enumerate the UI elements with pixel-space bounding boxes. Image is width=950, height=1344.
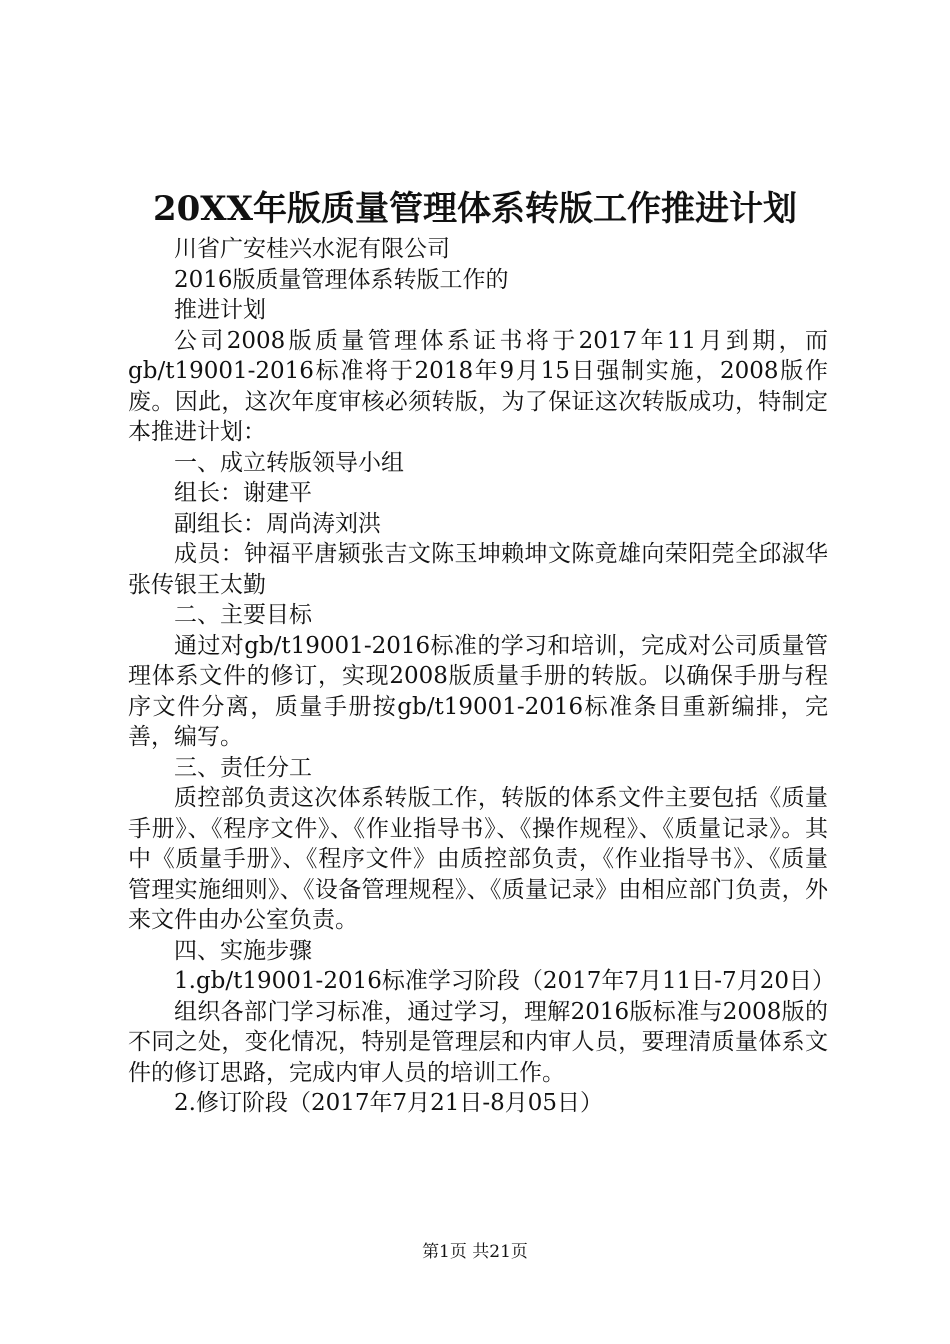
- paragraph-responsibilities: 质控部负责这次体系转版工作，转版的体系文件主要包括《质量手册》、《程序文件》、《作业指导书》、《操作规程》、《质量记录》。其中《质量手册》、《程序文件》由质控部负责，《作业指导书》、《质量管理实施细则》、《设备管理规程》、《质量记录》由相应部门负责，外来文件由办公室负责。: [128, 785, 828, 933]
- document-title: 20XX年版质量管理体系转版工作推进计划: [152, 189, 798, 229]
- paragraph-goals: 通过对gb/t19001-2016标准的学习和培训，完成对公司质量管理体系文件的修订，实现2008版质量手册的转版。以确保手册与程序文件分离，质量手册按gb/t19001-2016标准条目重新编排，完善，编写。: [128, 632, 828, 750]
- paragraph-members: 成员：钟福平唐颍张吉文陈玉坤赖坤文陈竟雄向荣阳莞全邱淑华张传银王太勤: [128, 541, 828, 598]
- page-footer: 第1页 共21页: [422, 1242, 528, 1262]
- section-heading-3: 三、责任分工: [174, 754, 312, 781]
- document-body: [128, 234, 835, 1119]
- paragraph-intro: 公司2008版质量管理体系证书将于2017年11月到期，而gb/t19001-2016标准将于2018年9月15日强制实施，2008版作废。因此，这次年度审核必须转版，为了保证这次转版成功，特制定本推进计划：: [128, 327, 828, 445]
- paragraph-subtitle-2: 推进计划: [174, 297, 266, 323]
- paragraph-deputy-leader: 副组长：周尚涛刘洪: [174, 510, 381, 537]
- paragraph-step-1-detail: 组织各部门学习标准，通过学习，理解2016版标准与2008版的不同之处，变化情况，特别是管理层和内审人员，要理清质量体系文件的修订思路，完成内审人员的培训工作。: [128, 998, 828, 1086]
- paragraph-step-1: 1.gb/t19001-2016标准学习阶段（2017年7月11日-7月20日）: [174, 968, 835, 994]
- section-heading-4: 四、实施步骤: [174, 937, 312, 964]
- section-heading-1: 一、成立转版领导小组: [174, 449, 404, 476]
- paragraph-step-2: 2.修订阶段（2017年7月21日-8月05日）: [174, 1090, 604, 1116]
- section-heading-2: 二、主要目标: [174, 602, 312, 628]
- paragraph-subtitle-1: 2016版质量管理体系转版工作的: [174, 266, 509, 293]
- paragraph-leader: 组长：谢建平: [174, 480, 312, 506]
- paragraph-company: 川省广安桂兴水泥有限公司: [174, 236, 450, 262]
